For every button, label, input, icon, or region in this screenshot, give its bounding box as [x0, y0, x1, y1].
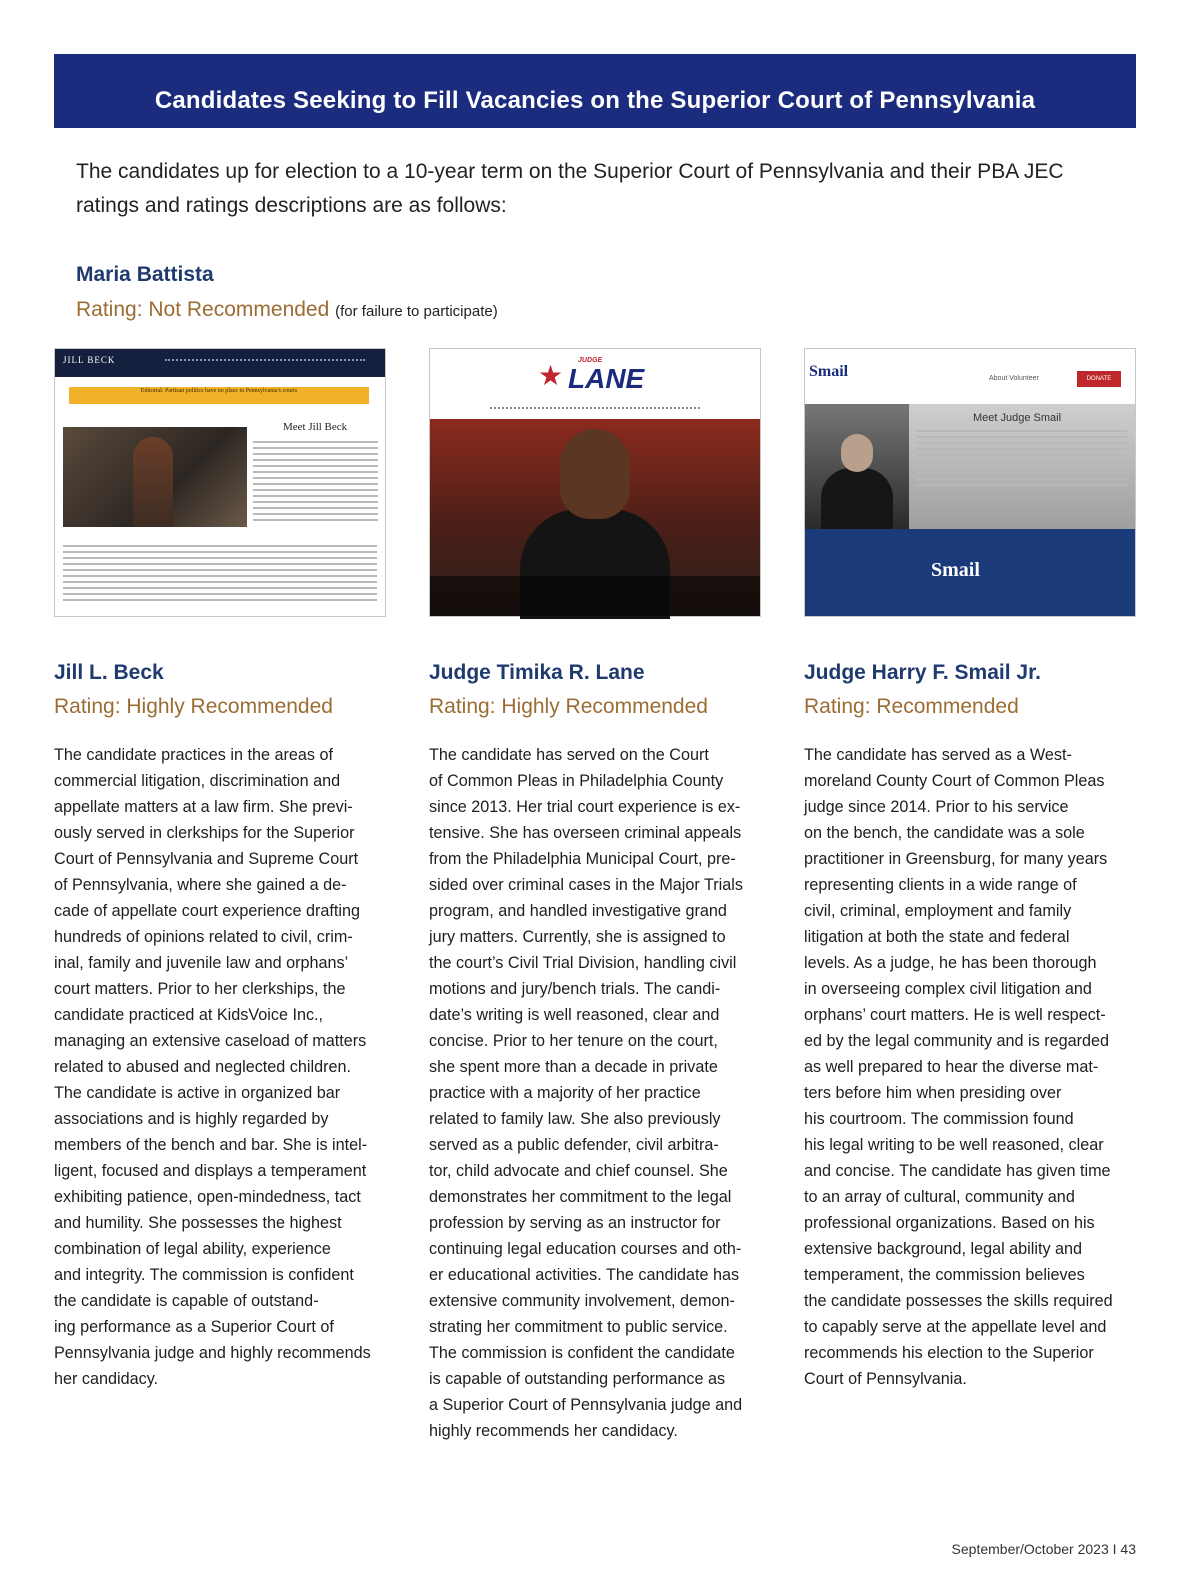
site-header [430, 349, 760, 419]
intro-paragraph: The candidates up for election to a 10-year term on the Superior Court of Pennsylvania and their PBA JEC ratings and ratings descriptions are as follows: [76, 160, 1064, 217]
nav-links [490, 407, 700, 412]
website-screenshot-smail [804, 348, 1136, 617]
person-figure [821, 468, 893, 529]
website-screenshot-lane [429, 348, 761, 628]
star-icon: ★ [538, 360, 564, 391]
donate-button: DONATE [1077, 371, 1121, 387]
candidate-description: The candidate has served as a West- moreland County Court of Common Pleas judge since 2014. Prior to his service on the bench, the candidate was a sole practitioner in Greensburg, for many years representing clients in a wide range of civil, criminal, employment and family litigation at both the state and federal levels. As a judge, he has been thorough in overseeing complex civil litigation and orphans’ court matters. He is well respect- ed by the legal community and is regarded as well prepared to hear the diverse mat- ters before him when presiding over his courtroom. The commission found his legal writing to be well reasoned, clear and concise. The candidate has given time to an array of cultural, community and professional organizations. Based on his extensive background, legal ability and temperament, the commission believes the candidate possesses the skills required to capably serve at the appellate level and recommends his election to the Superior Court of Pennsylvania. [804, 746, 1113, 1388]
nav-links [165, 359, 365, 364]
site-header [805, 349, 1135, 404]
candidate-description: The candidate practices in the areas of commercial litigation, discrimination and appellate matters at a law firm. She previ- ously served in clerkships for the Superior Court of Pennsylvania and Supreme Court of Pennsylvania, where she gained a de- cade of appellate court experience drafting hundreds of opinions related to civil, crim- inal, family and juvenile law and orphans’ court matters. Prior to her clerkships, the candidate practiced at KidsVoice Inc., managing an extensive caseload of matters related to abused and neglected children. The candidate is active in organized bar associations and is highly regarded by members of the bench and bar. She is intel- ligent, focused and displays a temperament exhibiting patience, open-mindedness, tact and humility. She possesses the highest combination of legal ability, experience and integrity. The commission is confident the candidate is capable of outstand- ing performance as a Superior Court of Pennsylvania judge and highly recommends her candidacy. [54, 746, 371, 1388]
section-banner [54, 54, 1136, 128]
site-nav [55, 349, 385, 377]
candidate-rating-battista [76, 298, 498, 322]
video-thumbnail [63, 427, 247, 527]
editorial-banner: Editorial: Partisan politics have no place in Pennsylvania's courts [69, 387, 369, 404]
candidate-rating: Rating: Recommended [804, 695, 1019, 718]
section-title: Candidates Seeking to Fill Vacancies on the Superior Court of Pennsylvania [154, 87, 1036, 114]
text-lines [917, 430, 1127, 490]
site-logo: Smail [809, 363, 849, 380]
nav-links: About Volunteer [989, 375, 1039, 382]
candidate-name: Jill L. Beck [54, 661, 164, 684]
candidate-rating: Rating: Highly Recommended [54, 695, 333, 718]
site-footer [805, 529, 1135, 616]
site-logo: JILL BECK [63, 355, 116, 365]
judge-portrait [805, 404, 909, 529]
rating-note: (for failure to participate) [335, 303, 498, 320]
website-screenshot-beck [54, 348, 386, 617]
candidate-column-beck [54, 658, 394, 1392]
site-logo: LANE [568, 363, 645, 394]
candidate-rating: Rating: Highly Recommended [429, 695, 708, 718]
hero-caption: A Life of Public Service [546, 619, 635, 628]
rating-text: Rating: Not Recommended [76, 298, 330, 321]
person-face [560, 429, 630, 519]
about-panel [909, 404, 1135, 529]
site-heading: Meet Judge Smail [973, 412, 1062, 424]
text-lines [63, 545, 377, 605]
footer-logo: Smail [931, 559, 980, 581]
candidate-name: Judge Harry F. Smail Jr. [804, 661, 1041, 684]
quote-overlay [430, 576, 760, 616]
candidate-name: Judge Timika R. Lane [429, 661, 645, 684]
candidate-description: The candidate has served on the Court of Common Pleas in Philadelphia County since 2013. Her trial court experience is ex- tensive. She has overseen criminal appeals from the Philadelphia Municipal Court, pre- sided over criminal cases in the Major Trials program, and handled investigative grand jury matters. Currently, she is assigned to the court’s Civil Trial Division, handling civil motions and jury/bench trials. The candi- date’s writing is well reasoned, clear and concise. Prior to her tenure on the court, she spent more than a decade in private practice with a majority of her practice related to family law. She also previously served as a public defender, civil arbitra- tor, child advocate and chief counsel. She demonstrates her commitment to the legal profession by serving as an instructor for continuing legal education courses and oth- er educational activities. The candidate has extensive community involvement, demon- strating her commitment to public service. The commission is confident the candidate is capable of outstanding performance as a Superior Court of Pennsylvania judge and highly recommends her candidacy. [429, 746, 743, 1440]
candidate-column-smail [804, 658, 1144, 1392]
hero-photo [430, 419, 760, 628]
site-logo-tag: JUDGE [578, 357, 603, 364]
candidate-name-battista: Maria Battista [76, 263, 214, 286]
candidate-column-lane [429, 658, 769, 1444]
site-heading: Meet Jill Beck [283, 421, 348, 433]
text-lines [253, 441, 378, 525]
page-footer: September/October 2023 I 43 [951, 1541, 1136, 1557]
person-figure [133, 437, 173, 527]
person-face [841, 434, 873, 472]
